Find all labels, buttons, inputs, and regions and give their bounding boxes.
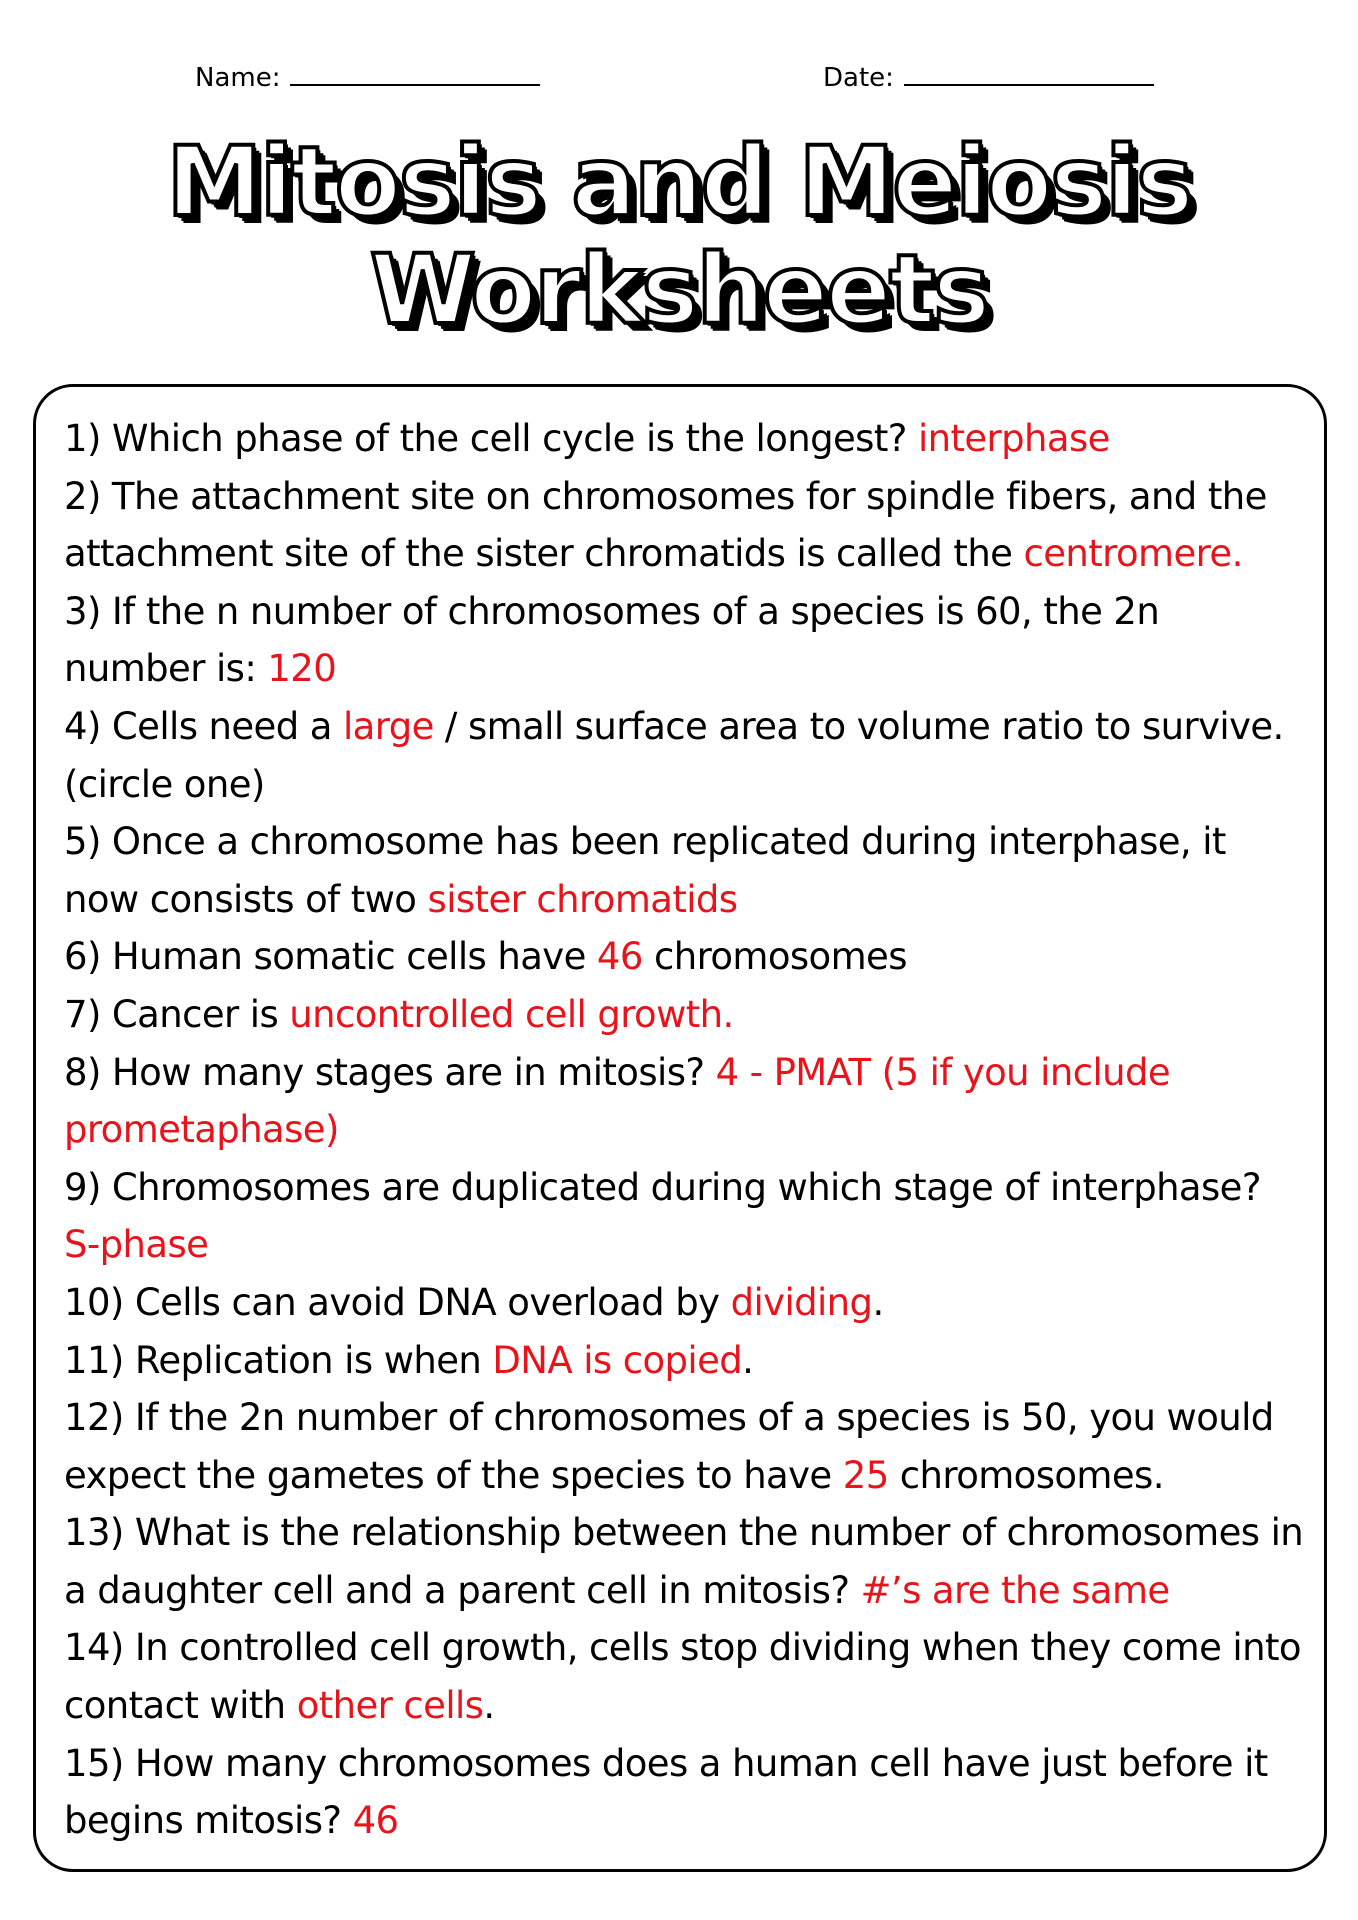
question-item	[64, 410, 1304, 468]
name-blank-line[interactable]	[290, 58, 540, 86]
answer-text: 120	[267, 647, 337, 691]
question-item	[64, 986, 1304, 1044]
question-list	[64, 410, 1304, 1850]
answer-text: S-phase	[64, 1223, 209, 1267]
answer-text: sister chromatids	[427, 877, 738, 921]
answer-text: centromere.	[1023, 532, 1243, 576]
answer-text: 25	[842, 1453, 889, 1497]
question-item	[64, 1274, 1304, 1332]
question-text: 3) If the n number of chromosomes of a species is 60, the 2n number is:	[64, 589, 1160, 691]
name-label: Name:	[195, 63, 281, 93]
question-item	[64, 1044, 1304, 1159]
question-text: 14) In controlled cell growth, cells stop dividing when they come into contact with	[64, 1626, 1301, 1728]
question-item	[64, 1389, 1304, 1504]
question-item	[64, 1159, 1304, 1274]
answer-text: other cells	[296, 1684, 484, 1728]
title-line-1: Mitosis and Meiosis	[166, 126, 1192, 238]
question-item	[64, 928, 1304, 986]
question-text: 7) Cancer is	[64, 992, 290, 1036]
question-text: 2) The attachment site on chromosomes for spindle fibers, and the attachment site of the sister chromatids is called the	[64, 474, 1267, 576]
page-title	[0, 128, 1358, 344]
date-field	[823, 58, 1154, 93]
question-item	[64, 698, 1304, 813]
question-item	[64, 813, 1304, 928]
answer-text: dividing	[730, 1280, 873, 1324]
question-text: 8) How many stages are in mitosis?	[64, 1050, 716, 1094]
question-text: 15) How many chromosomes does a human cell have just before it begins mitosis?	[64, 1741, 1268, 1843]
question-text-after: chromosomes.	[888, 1453, 1164, 1497]
question-text: 5) Once a chromosome has been replicated during interphase, it now consists of two	[64, 820, 1226, 921]
answer-text: uncontrolled cell growth.	[289, 992, 734, 1036]
worksheet-header	[0, 58, 1358, 98]
date-label: Date:	[823, 63, 894, 93]
question-item	[64, 468, 1304, 583]
question-text-after: / small surface area to volume ratio to survive. (circle one)	[64, 704, 1284, 806]
question-text-after: chromosomes	[642, 935, 907, 979]
question-item	[64, 1735, 1304, 1850]
question-text: 13) What is the relationship between the number of chromosomes in a daughter cell and a parent cell in mitosis?	[64, 1511, 1304, 1612]
question-text: 4) Cells need a	[64, 704, 343, 748]
question-item	[64, 1332, 1304, 1390]
question-text-after: .	[742, 1338, 754, 1382]
question-text: 10) Cells can avoid DNA overload by	[64, 1280, 731, 1324]
answer-text: large	[343, 704, 434, 748]
question-item	[64, 1619, 1304, 1734]
answer-text: interphase	[917, 417, 1110, 460]
date-blank-line[interactable]	[904, 58, 1154, 86]
question-text: 1) Which phase of the cell cycle is the longest?	[64, 417, 918, 460]
question-text: 6) Human somatic cells have	[64, 935, 597, 979]
question-item	[64, 583, 1304, 698]
question-text-after: .	[483, 1684, 495, 1728]
question-text: 9) Chromosomes are duplicated during which stage of interphase?	[64, 1165, 1261, 1209]
question-text: 12) If the 2n number of chromosomes of a species is 50, you would expect the gametes of the species to have	[64, 1396, 1274, 1497]
answer-text: DNA is copied	[492, 1338, 743, 1382]
question-item	[64, 1504, 1304, 1619]
question-text: 11) Replication is when	[64, 1338, 493, 1382]
question-text-after: .	[872, 1280, 884, 1324]
name-field	[195, 58, 540, 93]
title-line-2: Worksheets	[369, 234, 989, 346]
answer-text: #’s are the same	[860, 1568, 1170, 1612]
answer-text: 46	[352, 1799, 399, 1843]
answer-text: 46	[596, 935, 643, 979]
answer-text: 4 - PMAT (5 if you include prometaphase)	[64, 1050, 1171, 1152]
